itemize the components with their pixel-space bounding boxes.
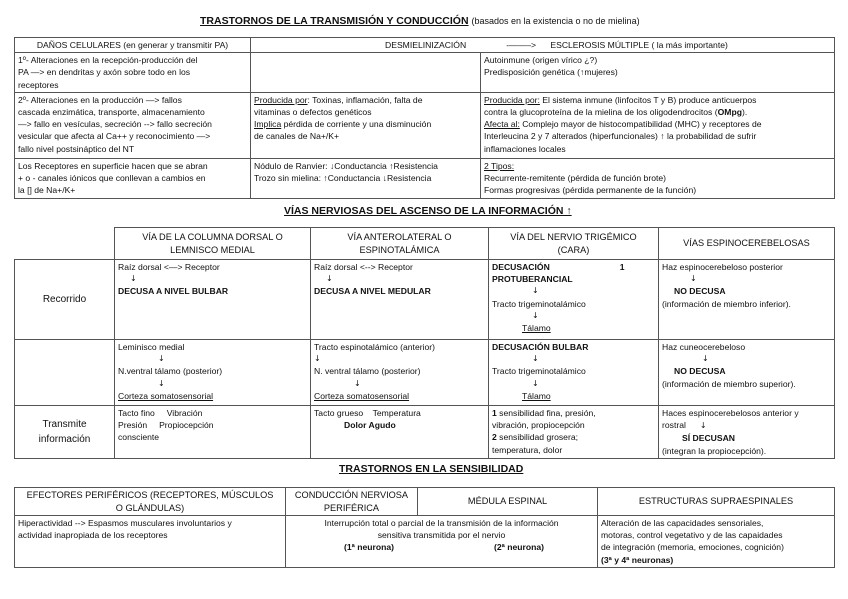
- text-line: [662, 419, 831, 432]
- header-trigeminal: [489, 228, 659, 260]
- dorsal-transmits-cell: [115, 406, 311, 459]
- section3-heading: TRASTORNOS EN LA SENSIBILIDAD: [339, 463, 524, 475]
- ompg-term: OMpg: [717, 107, 742, 118]
- dorsal-route-cell: [115, 260, 311, 340]
- text-line: (3ª y 4ª neuronas): [601, 554, 674, 565]
- trigeminal-route-cell-2: [489, 340, 659, 406]
- sensitivity-disorders-table: [14, 487, 835, 568]
- text-line: Dolor Agudo: [344, 420, 396, 431]
- text-line: Recurrente-remitente (pérdida de función brote): [484, 173, 666, 184]
- effectors-cell: [15, 516, 286, 568]
- text-line: PA —> en dendritas y axón sobre todo en los: [18, 67, 191, 78]
- header-demyelination: [251, 38, 835, 53]
- list-number: 1: [492, 408, 497, 418]
- text-line: Tacto fino Vibración: [118, 408, 203, 418]
- text-fragment: 1: [619, 262, 625, 272]
- text-line: Haces espinocerebelosos anterior y: [662, 408, 799, 418]
- text-line: Formas progresivas (pérdida permanente de la función): [484, 185, 697, 196]
- conduction-spinal-cell: [286, 516, 598, 568]
- table-row: [15, 53, 835, 93]
- text-line: Leminisco medial: [118, 342, 185, 352]
- text-line: Tracto espinotalámico (anterior): [314, 342, 435, 352]
- text-line: [484, 106, 831, 118]
- arrow-down-icon: ↓: [690, 274, 697, 284]
- table-row: [15, 158, 835, 198]
- produced-by-label: Producida por: [254, 94, 308, 105]
- text-line: Tacto grueso Temperatura: [314, 408, 421, 418]
- table-row: [15, 92, 835, 158]
- transmission-disorders-table: [14, 37, 835, 199]
- arrow-down-icon: ↓: [702, 354, 709, 364]
- text-line: Tálamo: [522, 323, 551, 334]
- cellular-damage-cell-2: [15, 92, 251, 158]
- sclerosis-cell-2: [481, 92, 835, 158]
- types-label: 2 Tipos:: [484, 160, 515, 171]
- text-line: [289, 541, 594, 553]
- arrow-down-icon: ↓: [130, 274, 137, 284]
- corner-cell: [15, 228, 115, 260]
- text-line: (CARA): [557, 244, 590, 255]
- header-demyelination-label: DESMIELINIZACIÓN: [385, 40, 467, 50]
- text-line: Nódulo de Ranvier: ↓Conductancia ↑Resistencia: [254, 160, 438, 171]
- text-line: la [] de Na+/K+: [18, 185, 76, 196]
- produced-by-text: : Toxinas, inflamación, falta de: [307, 94, 423, 105]
- arrow-down-icon: ↓: [314, 354, 321, 364]
- text-line: VÍA ANTEROLATERAL O: [347, 232, 452, 243]
- text-line: sensitiva transmitida por el nervio: [377, 530, 506, 541]
- section1-subtitle: (basados en la existencia o no de mielina): [471, 16, 640, 26]
- header-dorsal-column: [115, 228, 311, 260]
- text-line: Tálamo: [522, 390, 551, 401]
- section1-title: [200, 15, 640, 27]
- row-label-transmite: [15, 406, 115, 459]
- text-line: receptores: [18, 79, 59, 90]
- dorsal-route-cell-2: [115, 340, 311, 406]
- text-line: 1º- Alteraciones en la recepción-producción del: [18, 55, 198, 66]
- text-line: información: [38, 433, 91, 445]
- arrow-down-icon: ↓: [532, 354, 539, 364]
- supraspinal-cell: [598, 516, 835, 568]
- text-line: [254, 118, 477, 130]
- header-spinocerebellar: [659, 228, 835, 260]
- text-line: DECUSACIÓN BULBAR: [492, 342, 589, 352]
- text-line: VÍA DE LA COLUMNA DORSAL O: [142, 232, 283, 243]
- section2-title: [284, 205, 572, 217]
- text-line: MÉDULA ESPINAL: [467, 496, 548, 507]
- header-supraspinal: [598, 488, 835, 516]
- text-line: consciente: [118, 432, 160, 443]
- first-neuron-label: (1ª neurona): [344, 542, 394, 553]
- header-anterolateral: [311, 228, 489, 260]
- text-fragment: ).: [741, 107, 748, 118]
- text-line: [254, 94, 477, 106]
- anterolateral-transmits-cell: [311, 406, 489, 459]
- text-line: vitaminas o defectos genéticos: [254, 107, 372, 118]
- text-line: [492, 407, 655, 419]
- text-line: temperatura, dolor: [492, 444, 563, 455]
- text-line: PROTUBERANCIAL: [492, 274, 573, 285]
- text-line: Corteza somatosensorial: [314, 390, 410, 401]
- table-header-row: [15, 488, 835, 516]
- text-line: [484, 118, 831, 130]
- text-line: [492, 261, 655, 273]
- text-line: VÍAS ESPINOCEREBELOSAS: [683, 238, 810, 249]
- text-line: N. ventral tálamo (posterior): [314, 366, 421, 377]
- text-line: NO DECUSA: [674, 366, 726, 377]
- text-line: vesicular que afecta al Ca++ y reconocimiento —>: [18, 131, 211, 142]
- row-label-empty: [15, 340, 115, 406]
- text-line: (información de miembro superior).: [662, 378, 796, 389]
- text-line: Los Receptores en superficie hacen que se abran: [18, 160, 208, 171]
- text-line: Raíz dorsal <--> Receptor: [314, 262, 413, 272]
- spinocerebellar-transmits-cell: [659, 406, 835, 459]
- anterolateral-route-cell-2: [311, 340, 489, 406]
- spinocerebellar-route-cell-2: [659, 340, 835, 406]
- text-line: inflamaciones locales: [484, 143, 566, 154]
- text-line: + o - canales iónicos que conllevan a cambios en: [18, 173, 206, 184]
- arrow-down-icon: ↓: [699, 421, 707, 431]
- section2-heading: VÍAS NERVIOSAS DEL ASCENSO DE LA INFORMACIÓN ↑: [284, 205, 572, 217]
- second-neuron-label: (2ª neurona): [494, 542, 544, 553]
- text-line: Corteza somatosensorial: [118, 390, 214, 401]
- produced-by-label: Producida por:: [484, 94, 540, 105]
- header-cellular-damage: DAÑOS CELULARES (en generar y transmitir PA): [15, 38, 251, 53]
- section1-heading: TRASTORNOS DE LA TRANSMISIÓN Y CONDUCCIÓN: [200, 15, 469, 27]
- text-line: Trozo sin mielina: ↑Conductancia ↓Resistencia: [254, 173, 432, 184]
- affects-label: Afecta al:: [484, 119, 520, 130]
- text-line: Tracto trigeminotalámico: [492, 298, 586, 309]
- text-fragment: contra la glucoproteína de la mielina de los oligodendrocitos (: [484, 107, 718, 118]
- text-line: [492, 431, 655, 443]
- text-line: Haz cuneocerebeloso: [662, 342, 746, 352]
- trigeminal-transmits-cell: [489, 406, 659, 459]
- text-line: de integración (memoria, emociones, cognición): [601, 542, 784, 553]
- row-label-recorrido: Recorrido: [15, 260, 115, 340]
- affects-text: Complejo mayor de histocompatibilidad (MHC) y receptores de: [519, 119, 762, 130]
- text-line: DECUSA A NIVEL MEDULAR: [314, 286, 431, 297]
- section3-title: [339, 463, 523, 475]
- text-line: SÍ DECUSAN: [682, 433, 736, 444]
- text-line: ESPINOTALÁMICA: [359, 244, 440, 255]
- text-fragment: sensibilidad grosera;: [496, 432, 578, 443]
- demyelination-cell-2: [251, 92, 481, 158]
- text-line: CONDUCCIÓN NERVIOSA: [294, 490, 409, 501]
- text-line: PERIFÉRICA: [323, 502, 380, 513]
- text-line: LEMNISCO MEDIAL: [170, 244, 255, 255]
- text-line: 2º- Alteraciones en la producción —> fallos: [18, 94, 182, 105]
- trigeminal-route-cell: [489, 260, 659, 340]
- text-line: Alteración de las capacidades sensoriales,: [601, 518, 764, 528]
- text-line: Transmite: [42, 418, 87, 430]
- spinocerebellar-route-cell: [659, 260, 835, 340]
- header-peripheral-effectors: [15, 488, 286, 516]
- table-row: [15, 516, 835, 568]
- text-line: Autoinmune (origen vírico ¿?): [484, 55, 598, 66]
- text-line: Presión Propiocepción: [118, 420, 214, 431]
- header-peripheral-conduction: [286, 488, 418, 516]
- table-header-row: [15, 228, 835, 260]
- table-row: [15, 406, 835, 459]
- implies-text: pérdida de corriente y una disminución: [281, 119, 432, 130]
- text-line: ESTRUCTURAS SUPRAESPINALES: [638, 496, 794, 507]
- arrow-down-icon: ↓: [354, 378, 361, 388]
- cellular-damage-cell-3: [15, 158, 251, 198]
- header-multiple-sclerosis-label: -——–> ESCLEROSIS MÚLTIPLE ( la más importante): [506, 40, 728, 50]
- text-line: NO DECUSA: [674, 286, 726, 297]
- text-line: Hiperactividad --> Espasmos musculares involuntarios y: [18, 518, 232, 528]
- text-line: actividad inapropiada de los receptores: [18, 530, 168, 541]
- text-line: Raíz dorsal <—> Receptor: [118, 262, 220, 272]
- sclerosis-cell-3: [481, 158, 835, 198]
- ascending-pathways-table: [14, 227, 835, 459]
- text-line: motoras, control vegetativo y de las capaidades: [601, 530, 783, 541]
- text-line: EFECTORES PERIFÉRICOS (RECEPTORES, MÚSCULOS: [26, 490, 274, 501]
- text-line: Predisposición genética (↑mujeres): [484, 67, 618, 78]
- list-number: 2: [492, 432, 497, 443]
- text-line: (integran la propiocepción).: [662, 445, 767, 456]
- cellular-damage-cell-1: [15, 53, 251, 93]
- arrow-down-icon: ↓: [532, 310, 539, 320]
- text-line: (información de miembro inferior).: [662, 298, 791, 309]
- arrow-down-icon: ↓: [326, 274, 333, 284]
- text-fragment: rostral: [662, 420, 686, 431]
- table-header-row: [15, 38, 835, 53]
- text-line: VÍA DEL NERVIO TRIGÉMICO: [510, 232, 637, 243]
- table-row: [15, 260, 835, 340]
- arrow-down-icon: ↓: [532, 378, 539, 388]
- implies-label: Implica: [254, 119, 282, 130]
- demyelination-cell-1: [251, 53, 481, 93]
- text-line: de canales de Na+/K+: [254, 131, 340, 142]
- arrow-down-icon: ↓: [532, 286, 539, 296]
- demyelination-cell-3: [251, 158, 481, 198]
- text-line: [484, 94, 831, 106]
- text-line: O GLÁNDULAS): [115, 502, 185, 513]
- anterolateral-route-cell: [311, 260, 489, 340]
- text-line: —> fallo en vesículas, secreción --> fallo secreción: [18, 119, 212, 130]
- header-spinal-cord: [418, 488, 598, 516]
- text-line: fallo nivel postsináptico del NT: [18, 143, 135, 154]
- table-row: [15, 340, 835, 406]
- text-line: Interleucina 2 y 7 alterados (hiperfuncionales) ↑ la probabilidad de sufrir: [484, 131, 757, 142]
- text-line: N.ventral tálamo (posterior): [118, 366, 223, 377]
- text-line: cascada enzimática, transporte, almacenamiento: [18, 107, 205, 118]
- text-line: Interrupción total o parcial de la transmisión de la información: [324, 518, 559, 528]
- text-line: Haz espinocerebeloso posterior: [662, 262, 783, 272]
- text-line: DECUSA A NIVEL BULBAR: [118, 286, 229, 297]
- arrow-down-icon: ↓: [158, 354, 165, 364]
- text-line: vibración, propiocepción: [492, 420, 585, 431]
- text-fragment: DECUSACIÓN: [492, 262, 550, 272]
- arrow-down-icon: ↓: [158, 378, 165, 388]
- text-line: Tracto trigeminotalámico: [492, 366, 586, 377]
- text-fragment: sensibilidad fina, presión,: [496, 408, 596, 418]
- produced-by-text: El sistema inmune (linfocitos T y B) produce anticuerpos: [539, 94, 757, 105]
- sclerosis-cell-1: [481, 53, 835, 93]
